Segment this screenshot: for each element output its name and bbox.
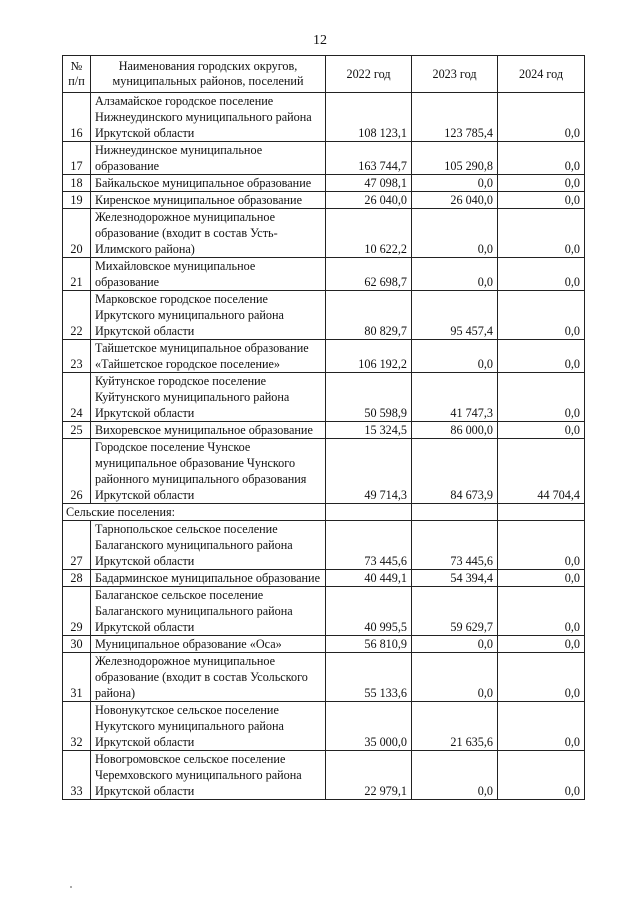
value-2022: 15 324,5	[326, 422, 412, 439]
section-empty-2022	[326, 504, 412, 521]
value-2023: 73 445,6	[412, 521, 498, 570]
table-row	[63, 192, 585, 209]
value-2023: 59 629,7	[412, 587, 498, 636]
value-2023: 84 673,9	[412, 439, 498, 504]
table-row	[63, 258, 585, 291]
value-2022: 62 698,7	[326, 258, 412, 291]
row-number: 30	[63, 636, 91, 653]
value-2023: 123 785,4	[412, 93, 498, 142]
row-name: Балаганское сельское поселение Балаганского муниципального района Иркутской области	[91, 587, 326, 636]
value-2022: 163 744,7	[326, 142, 412, 175]
row-name: Тайшетское муниципальное образование «Тайшетское городское поселение»	[91, 340, 326, 373]
value-2023: 86 000,0	[412, 422, 498, 439]
value-2024: 0,0	[498, 192, 585, 209]
table-row	[63, 373, 585, 422]
value-2022: 49 714,3	[326, 439, 412, 504]
header-2023: 2023 год	[412, 56, 498, 93]
table-row	[63, 587, 585, 636]
table-row	[63, 751, 585, 800]
value-2023: 26 040,0	[412, 192, 498, 209]
value-2023: 0,0	[412, 175, 498, 192]
value-2024: 0,0	[498, 142, 585, 175]
section-label: Сельские поселения:	[63, 504, 326, 521]
row-number: 22	[63, 291, 91, 340]
row-number: 18	[63, 175, 91, 192]
value-2022: 35 000,0	[326, 702, 412, 751]
row-number: 33	[63, 751, 91, 800]
row-number: 29	[63, 587, 91, 636]
value-2022: 50 598,9	[326, 373, 412, 422]
row-name: Марковское городское поселение Иркутского муниципального района Иркутской области	[91, 291, 326, 340]
value-2022: 80 829,7	[326, 291, 412, 340]
row-number: 25	[63, 422, 91, 439]
value-2023: 105 290,8	[412, 142, 498, 175]
value-2022: 108 123,1	[326, 93, 412, 142]
value-2024: 44 704,4	[498, 439, 585, 504]
row-name: Алзамайское городское поселение Нижнеудинского муниципального района Иркутской области	[91, 93, 326, 142]
value-2023: 0,0	[412, 340, 498, 373]
value-2023: 95 457,4	[412, 291, 498, 340]
row-number: 26	[63, 439, 91, 504]
row-number: 17	[63, 142, 91, 175]
row-number: 23	[63, 340, 91, 373]
row-name: Тарнопольское сельское поселение Балаганского муниципального района Иркутской области	[91, 521, 326, 570]
table-row	[63, 93, 585, 142]
row-name: Муниципальное образование «Оса»	[91, 636, 326, 653]
value-2024: 0,0	[498, 373, 585, 422]
value-2022: 22 979,1	[326, 751, 412, 800]
value-2023: 21 635,6	[412, 702, 498, 751]
value-2023: 0,0	[412, 258, 498, 291]
value-2024: 0,0	[498, 258, 585, 291]
row-name: Бадарминское муниципальное образование	[91, 570, 326, 587]
row-number: 24	[63, 373, 91, 422]
value-2024: 0,0	[498, 653, 585, 702]
value-2023: 54 394,4	[412, 570, 498, 587]
value-2024: 0,0	[498, 570, 585, 587]
value-2022: 26 040,0	[326, 192, 412, 209]
value-2022: 40 449,1	[326, 570, 412, 587]
row-name: Михайловское муниципальное образование	[91, 258, 326, 291]
row-name: Куйтунское городское поселение Куйтунского муниципального района Иркутской области	[91, 373, 326, 422]
table-row	[63, 521, 585, 570]
row-name: Городское поселение Чунское муниципальное образование Чунского районного муниципального образования Иркутской области	[91, 439, 326, 504]
value-2022: 10 622,2	[326, 209, 412, 258]
value-2024: 0,0	[498, 175, 585, 192]
value-2023: 0,0	[412, 636, 498, 653]
value-2022: 106 192,2	[326, 340, 412, 373]
header-num: № п/п	[63, 56, 91, 93]
table-row	[63, 702, 585, 751]
value-2022: 73 445,6	[326, 521, 412, 570]
value-2023: 0,0	[412, 209, 498, 258]
row-number: 20	[63, 209, 91, 258]
table-row	[63, 142, 585, 175]
table-row	[63, 653, 585, 702]
row-number: 31	[63, 653, 91, 702]
value-2024: 0,0	[498, 291, 585, 340]
value-2022: 47 098,1	[326, 175, 412, 192]
value-2022: 40 995,5	[326, 587, 412, 636]
value-2024: 0,0	[498, 93, 585, 142]
value-2023: 0,0	[412, 653, 498, 702]
row-number: 21	[63, 258, 91, 291]
value-2024: 0,0	[498, 209, 585, 258]
value-2024: 0,0	[498, 340, 585, 373]
value-2024: 0,0	[498, 751, 585, 800]
row-name: Железнодорожное муниципальное образование (входит в состав Усть-Илимского района)	[91, 209, 326, 258]
section-empty-2023	[412, 504, 498, 521]
row-name: Байкальское муниципальное образование	[91, 175, 326, 192]
table-row	[63, 636, 585, 653]
header-name: Наименования городских округов, муниципальных районов, поселений	[91, 56, 326, 93]
row-number: 27	[63, 521, 91, 570]
page-number: 12	[313, 33, 327, 48]
table-row	[63, 175, 585, 192]
row-number: 28	[63, 570, 91, 587]
row-name: Новонукутское сельское поселение Нукутского муниципального района Иркутской области	[91, 702, 326, 751]
section-row	[63, 504, 585, 521]
row-number: 19	[63, 192, 91, 209]
budget-table	[62, 55, 585, 800]
row-name: Нижнеудинское муниципальное образование	[91, 142, 326, 175]
value-2022: 56 810,9	[326, 636, 412, 653]
value-2024: 0,0	[498, 636, 585, 653]
row-number: 16	[63, 93, 91, 142]
row-name: Железнодорожное муниципальное образование (входит в состав Усольского района)	[91, 653, 326, 702]
value-2024: 0,0	[498, 422, 585, 439]
table-row	[63, 291, 585, 340]
section-empty-2024	[498, 504, 585, 521]
table-row	[63, 422, 585, 439]
table-row	[63, 570, 585, 587]
value-2024: 0,0	[498, 587, 585, 636]
table-row	[63, 439, 585, 504]
row-name: Киренское муниципальное образование	[91, 192, 326, 209]
value-2022: 55 133,6	[326, 653, 412, 702]
header-2022: 2022 год	[326, 56, 412, 93]
scan-mark	[70, 886, 72, 888]
header-2024: 2024 год	[498, 56, 585, 93]
row-number: 32	[63, 702, 91, 751]
value-2024: 0,0	[498, 521, 585, 570]
row-name: Вихоревское муниципальное образование	[91, 422, 326, 439]
table-row	[63, 209, 585, 258]
table-header-row	[63, 56, 585, 93]
table-row	[63, 340, 585, 373]
row-name: Новогромовское сельское поселение Черемховского муниципального района Иркутской области	[91, 751, 326, 800]
value-2023: 41 747,3	[412, 373, 498, 422]
value-2024: 0,0	[498, 702, 585, 751]
value-2023: 0,0	[412, 751, 498, 800]
